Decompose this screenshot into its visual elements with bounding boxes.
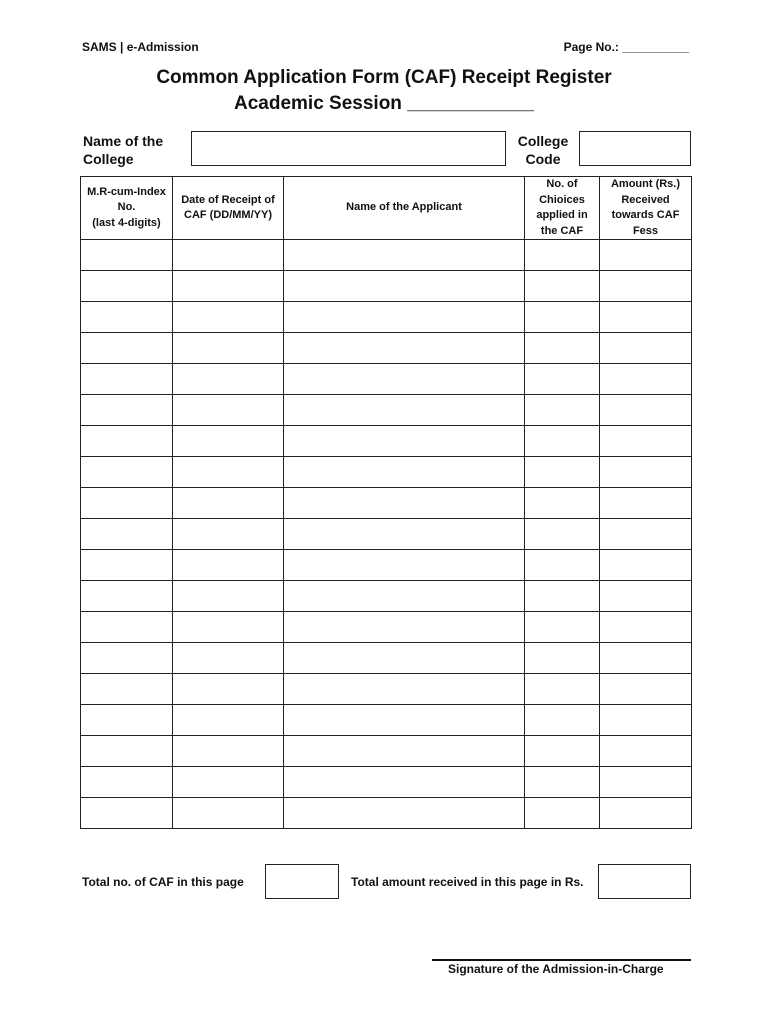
table-cell[interactable]: [525, 364, 600, 395]
table-cell[interactable]: [81, 581, 173, 612]
table-cell[interactable]: [173, 333, 284, 364]
table-cell[interactable]: [525, 581, 600, 612]
table-row: [81, 550, 692, 581]
table-row: [81, 457, 692, 488]
table-cell[interactable]: [525, 798, 600, 829]
table-cell[interactable]: [81, 457, 173, 488]
table-cell[interactable]: [81, 333, 173, 364]
table-cell[interactable]: [81, 674, 173, 705]
table-cell[interactable]: [173, 519, 284, 550]
table-cell[interactable]: [173, 426, 284, 457]
table-cell[interactable]: [525, 457, 600, 488]
table-cell[interactable]: [173, 457, 284, 488]
table-cell[interactable]: [525, 674, 600, 705]
table-cell[interactable]: [284, 271, 525, 302]
table-cell[interactable]: [173, 705, 284, 736]
receipt-register-table: [80, 176, 692, 829]
table-cell[interactable]: [284, 364, 525, 395]
table-cell[interactable]: [600, 240, 692, 271]
table-cell[interactable]: [173, 767, 284, 798]
table-cell[interactable]: [81, 302, 173, 333]
table-cell[interactable]: [600, 767, 692, 798]
table-row: [81, 612, 692, 643]
table-cell[interactable]: [525, 302, 600, 333]
table-cell[interactable]: [525, 612, 600, 643]
table-cell[interactable]: [525, 550, 600, 581]
total-caf-label: Total no. of CAF in this page: [82, 875, 244, 889]
table-cell[interactable]: [600, 302, 692, 333]
table-cell[interactable]: [525, 519, 600, 550]
table-row: [81, 488, 692, 519]
table-cell[interactable]: [600, 643, 692, 674]
table-cell[interactable]: [173, 271, 284, 302]
table-cell[interactable]: [173, 240, 284, 271]
table-cell[interactable]: [284, 240, 525, 271]
table-cell[interactable]: [173, 395, 284, 426]
table-cell[interactable]: [600, 364, 692, 395]
table-cell[interactable]: [81, 240, 173, 271]
table-cell[interactable]: [600, 426, 692, 457]
table-cell[interactable]: [284, 395, 525, 426]
table-cell[interactable]: [600, 519, 692, 550]
table-cell[interactable]: [525, 271, 600, 302]
table-cell[interactable]: [284, 643, 525, 674]
table-cell[interactable]: [173, 302, 284, 333]
table-body: [81, 240, 692, 829]
table-row: [81, 364, 692, 395]
table-cell[interactable]: [284, 426, 525, 457]
table-cell[interactable]: [81, 612, 173, 643]
signature-label: Signature of the Admission-in-Charge: [448, 962, 664, 976]
table-cell[interactable]: [81, 488, 173, 519]
table-cell[interactable]: [600, 271, 692, 302]
college-name-label: Name of the College: [83, 133, 164, 167]
table-row: [81, 426, 692, 457]
table-cell[interactable]: [525, 643, 600, 674]
table-row: [81, 767, 692, 798]
table-cell[interactable]: [284, 674, 525, 705]
table-cell[interactable]: [81, 364, 173, 395]
total-caf-field[interactable]: [265, 864, 339, 899]
table-cell[interactable]: [173, 736, 284, 767]
college-name-field[interactable]: [191, 131, 506, 166]
table-cell[interactable]: [600, 705, 692, 736]
table-cell[interactable]: [284, 798, 525, 829]
table-cell[interactable]: [173, 364, 284, 395]
table-cell[interactable]: [600, 488, 692, 519]
table-cell[interactable]: [173, 488, 284, 519]
table-cell[interactable]: [173, 798, 284, 829]
table-cell[interactable]: [600, 457, 692, 488]
table-cell[interactable]: [81, 705, 173, 736]
table-row: [81, 736, 692, 767]
table-cell[interactable]: [81, 519, 173, 550]
table-cell[interactable]: [525, 426, 600, 457]
table-cell[interactable]: [173, 674, 284, 705]
table-row: [81, 643, 692, 674]
table-cell[interactable]: [284, 736, 525, 767]
table-cell[interactable]: [284, 519, 525, 550]
table-cell[interactable]: [81, 550, 173, 581]
total-amount-label: Total amount received in this page in Rs.: [351, 875, 584, 889]
table-cell[interactable]: [81, 767, 173, 798]
academic-session-line: Academic Session ____________: [234, 93, 534, 114]
table-cell[interactable]: [284, 457, 525, 488]
table-row: [81, 302, 692, 333]
signature-line: [432, 959, 691, 961]
table-cell[interactable]: [81, 643, 173, 674]
table-cell[interactable]: [284, 550, 525, 581]
column-header-4: No. of Chioices applied in the CAF: [525, 177, 600, 240]
table-row: [81, 333, 692, 364]
column-header-5: Amount (Rs.) Received towards CAF Fess: [600, 177, 692, 240]
table-cell[interactable]: [284, 581, 525, 612]
table-cell[interactable]: [81, 798, 173, 829]
table-cell[interactable]: [525, 240, 600, 271]
table-cell[interactable]: [600, 550, 692, 581]
table-cell[interactable]: [525, 488, 600, 519]
table-cell[interactable]: [173, 643, 284, 674]
table-cell[interactable]: [284, 767, 525, 798]
table-cell[interactable]: [284, 612, 525, 643]
table-cell[interactable]: [525, 705, 600, 736]
table-cell[interactable]: [600, 581, 692, 612]
table-cell[interactable]: [284, 333, 525, 364]
table-cell[interactable]: [600, 674, 692, 705]
table-cell[interactable]: [600, 736, 692, 767]
column-header-2: Date of Receipt of CAF (DD/MM/YY): [173, 177, 284, 240]
table-cell[interactable]: [525, 333, 600, 364]
form-title: Common Application Form (CAF) Receipt Register: [156, 67, 612, 88]
table-row: [81, 798, 692, 829]
table-cell[interactable]: [600, 612, 692, 643]
college-code-field[interactable]: [579, 131, 691, 166]
column-header-1: M.R-cum-Index No. (last 4-digits): [81, 177, 173, 240]
college-code-label: College Code: [517, 133, 569, 167]
table-cell[interactable]: [81, 271, 173, 302]
table-header-row: [81, 177, 692, 240]
header-left-text: SAMS | e-Admission: [82, 40, 199, 54]
table-cell[interactable]: [81, 395, 173, 426]
table-cell[interactable]: [600, 798, 692, 829]
table-cell[interactable]: [525, 736, 600, 767]
table-cell[interactable]: [173, 550, 284, 581]
table-cell[interactable]: [81, 426, 173, 457]
table-row: [81, 395, 692, 426]
table-row: [81, 674, 692, 705]
table-cell[interactable]: [173, 581, 284, 612]
table-cell[interactable]: [284, 488, 525, 519]
table-row: [81, 705, 692, 736]
table-cell[interactable]: [173, 612, 284, 643]
table-cell[interactable]: [600, 395, 692, 426]
total-amount-field[interactable]: [598, 864, 691, 899]
page-number-label: Page No.: __________: [563, 40, 689, 54]
table-cell[interactable]: [284, 302, 525, 333]
table-cell[interactable]: [525, 395, 600, 426]
table-row: [81, 271, 692, 302]
table-cell[interactable]: [600, 333, 692, 364]
table-cell[interactable]: [525, 767, 600, 798]
table-cell[interactable]: [81, 736, 173, 767]
column-header-3: Name of the Applicant: [284, 177, 525, 240]
table-row: [81, 519, 692, 550]
table-row: [81, 581, 692, 612]
table-row: [81, 240, 692, 271]
table-cell[interactable]: [284, 705, 525, 736]
